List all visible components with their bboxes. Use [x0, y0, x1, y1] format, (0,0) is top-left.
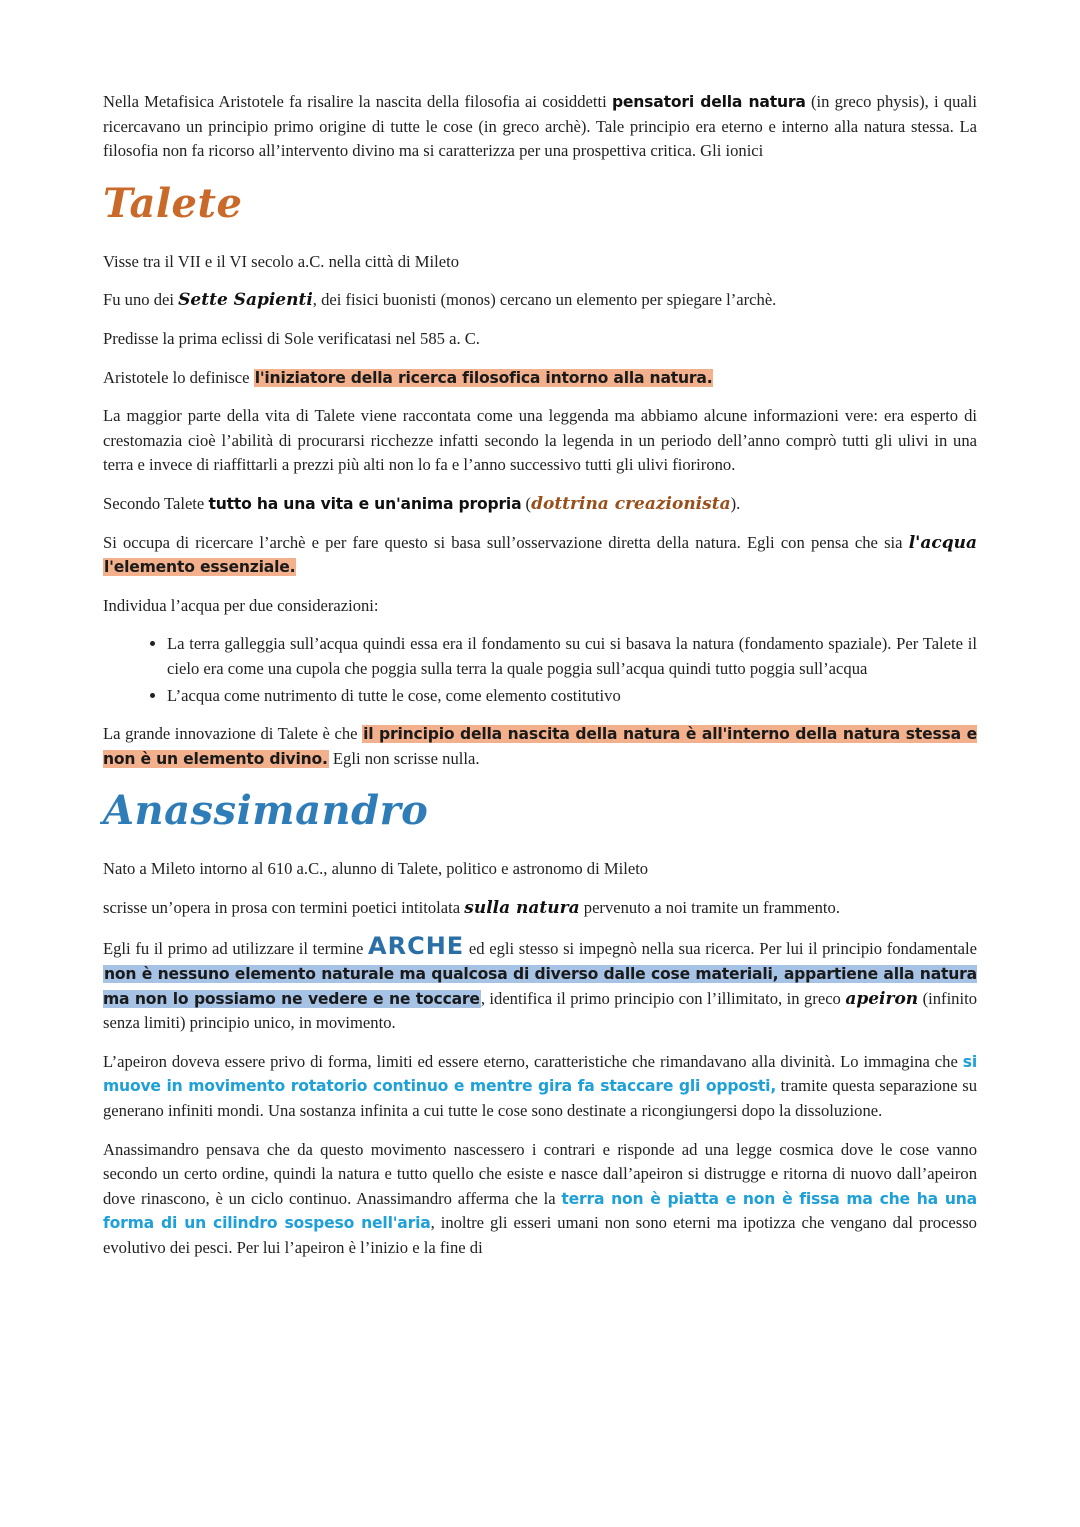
talete-paragraph-4: Aristotele lo definisce l'iniziatore della ricerca filosofica intorno alla natura.: [103, 367, 713, 387]
highlight-apeiron: apeiron: [845, 988, 919, 1009]
highlight-sette-sapienti: Sette Sapienti: [178, 290, 313, 311]
intro-paragraph: Nella Metafisica Aristotele fa risalire la nascita della filosofia ai cosiddetti pensatori della natura (in greco physis), i quali ricercavano un principio primo origine di tutte le cose (in greco archè). Tale principio era eterno e interno alla natura stessa. La filosofia non fa ricorso all’intervento divino ma si caratterizza per una prospettiva critica. Gli ionici: [103, 92, 977, 161]
highlight-elemento-essenziale: l'elemento essenziale.: [104, 558, 296, 577]
highlight-dottrina-creazionista: dottrina creazionista: [531, 493, 731, 514]
talete-paragraph-2: Fu uno dei Sette Sapienti, dei fisici buonisti (monos) cercano un elemento per spiegare l’archè.: [103, 290, 777, 311]
highlight-sulla-natura: sulla natura: [464, 897, 580, 918]
highlight-terra-non-piatta: terra non è piatta e non è fissa ma che ha una forma di un cilindro sospeso nell'aria: [103, 1189, 977, 1233]
highlight-pensatori: pensatori della natura: [611, 93, 806, 111]
anassimandro-paragraph-1: Nato a Mileto intorno al 610 a.C., alunno di Talete, politico e astronomo di Mileto: [103, 859, 649, 879]
talete-paragraph-8: Individua l’acqua per due considerazioni:: [103, 595, 379, 615]
talete-paragraph-3: Predisse la prima eclissi di Sole verificatasi nel 585 a. C.: [103, 328, 480, 348]
list-item: • L’acqua come nutrimento di tutte le cose, come elemento costitutivo: [167, 684, 977, 709]
bullet-list: [103, 632, 977, 708]
highlight-arche: ARCHE: [368, 932, 465, 961]
anassimandro-paragraph-4: L’apeiron doveva essere privo di forma, limiti ed essere eterno, caratteristiche che rimandavano alla divinità. Lo immagina che si muove in movimento rotatorio continuo e mentre gira fa staccare gli opposti, tramite questa separazione su generano infiniti mondi. Una sostanza infinita a cui tutte le cose sono destinate a ricongiungersi dopo la dissoluzione.: [103, 1051, 977, 1121]
anassimandro-paragraph-5: Anassimandro pensava che da questo movimento nascessero i contrari e risponde ad una legge cosmica dove le cose vanno secondo un certo ordine, quindi la natura e tutto quello che esiste e nasce dall’apeiron si distrugge e ritorna di nuovo dall’apeiron dove rinascono, è un ciclo continuo. Anassimandro afferma che la terra non è piatta e non è fissa ma che ha una forma di un cilindro sospeso nell'aria, inoltre gli esseri umani non sono eterni ma ipotizza che vengano dal processo evolutivo dei pesci. Per lui l’apeiron è l’inizio e la fine di: [103, 1139, 977, 1257]
highlight-iniziatore: l'iniziatore della ricerca filosofica intorno alla natura.: [254, 368, 713, 387]
highlight-tutto-ha-una-vita: tutto ha una vita e un'anima propria: [208, 494, 522, 513]
highlight-principio-nascita: il principio della nascita della natura è all'interno della natura stessa e non è un elemento divino.: [103, 725, 978, 768]
talete-paragraph-6: Secondo Talete tutto ha una vita e un'anima propria (dottrina creazionista).: [103, 493, 741, 514]
talete-paragraph-9: La grande innovazione di Talete è che il principio della nascita della natura è all'interno della natura stessa e non è un elemento divino. Egli non scrisse nulla.: [103, 724, 978, 768]
talete-paragraph-7: Si occupa di ricercare l’archè e per fare questo si basa sull’osservazione diretta della natura. Egli con pensa che sia l'acqua l'elemento essenziale.: [103, 532, 977, 577]
talete-paragraph-5: La maggior parte della vita di Talete viene raccontata come una leggenda ma abbiamo alcune informazioni vere: era esperto di crestomazia cioè l’abilità di procurarsi ricchezze infatti secondo la legenda in un periodo dell’anno comprò tutti gli ulivi in una terra e invece di riaffittarli a prezzi più alti non lo fa e l’anno successivo tutti gli ulivi fiorirono.: [103, 406, 977, 475]
highlight-acqua: l'acqua: [908, 532, 977, 553]
heading-talete: Talete: [103, 179, 243, 227]
list-item: • La terra galleggia sull’acqua quindi essa era il fondamento su cui si basava la natura (fondamento spaziale). Per Talete il cielo era come una cupola che poggia sulla terra la quale poggia sull’acqua quindi tutto poggia sull’acqua: [167, 632, 977, 681]
anassimandro-paragraph-2: scrisse un’opera in prosa con termini poetici intitolata sulla natura pervenuto a noi tramite un frammento.: [103, 897, 840, 918]
highlight-movimento-rotatorio: si muove in movimento rotatorio continuo e mentre gira fa staccare gli opposti,: [103, 1052, 977, 1096]
anassimandro-paragraph-3: Egli fu il primo ad utilizzare il termine ARCHE ed egli stesso si impegnò nella sua ricerca. Per lui il principio fondamentale non è nessuno elemento naturale ma qualcosa di diverso dalle cose materiali, appartiene alla natura ma non lo possiamo ne vedere e ne toccare, identifica il primo principio con l’illimitato, in greco apeiron (infinito senza limiti) principio unico, in movimento.: [103, 932, 977, 1033]
heading-anassimandro: Anassimandro: [103, 787, 429, 835]
talete-paragraph-1: Visse tra il VII e il VI secolo a.C. nella città di Mileto: [103, 251, 459, 271]
highlight-non-e-nessuno-elemento: non è nessuno elemento naturale ma qualcosa di diverso dalle cose materiali, appartiene alla natura ma non lo possiamo ne vedere e ne toccare: [103, 965, 977, 1008]
